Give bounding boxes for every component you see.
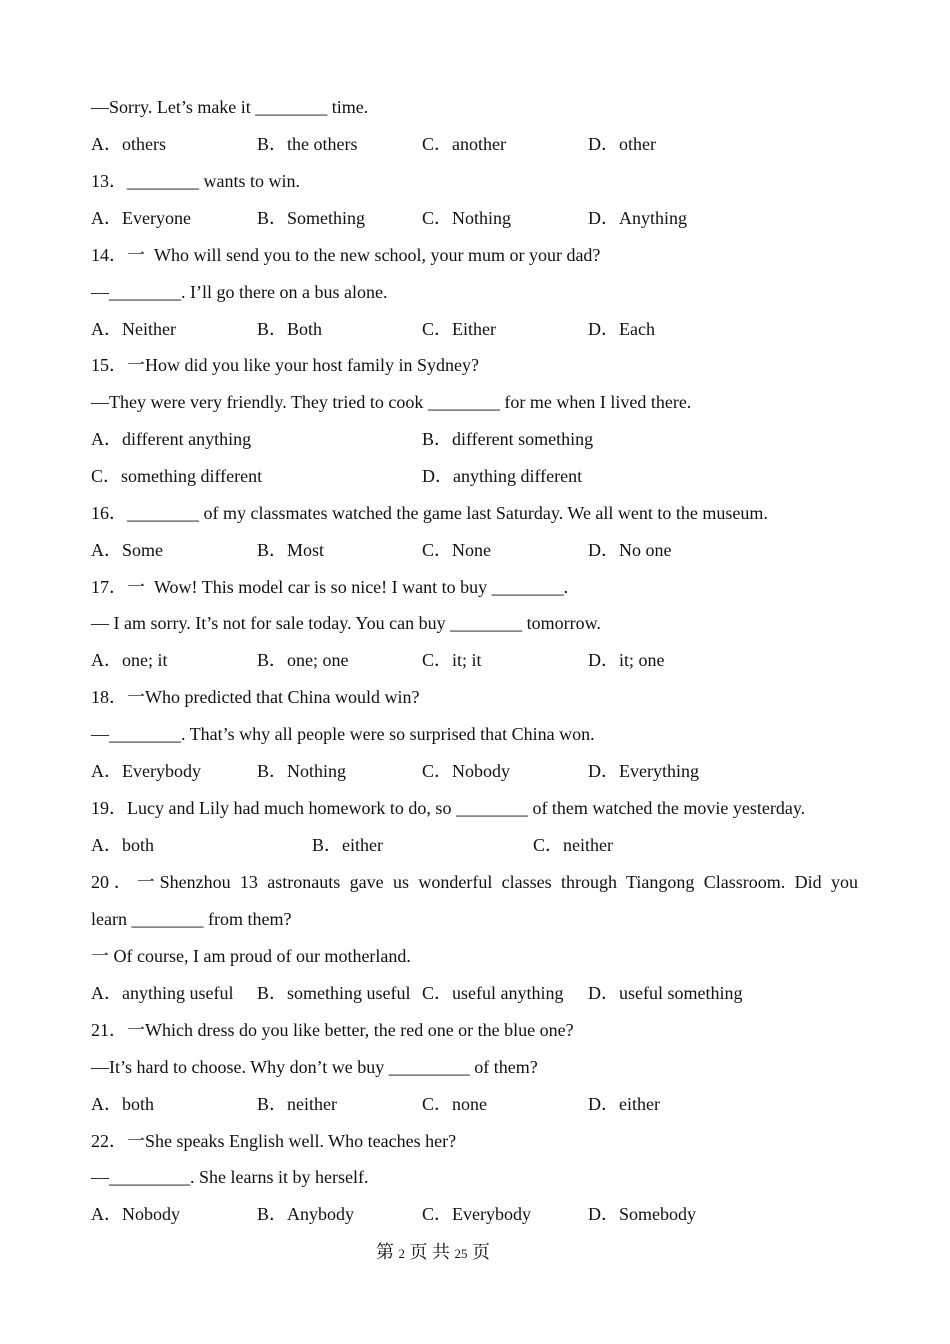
q17-answer-line: — I am sorry. It’s not for sale today. You can buy ________ tomorrow. xyxy=(91,613,601,633)
q19-option-c: C．neither xyxy=(533,835,613,855)
q16-option-a: A．Some xyxy=(91,540,163,560)
q17-option-a: A．one; it xyxy=(91,650,168,670)
q12-option-a: A．others xyxy=(91,134,166,154)
q22-option-d: D．Somebody xyxy=(588,1204,696,1224)
q22-option-a: A．Nobody xyxy=(91,1204,180,1224)
q14-option-c: C．Either xyxy=(422,319,496,339)
q13-stem: 13．________ wants to win. xyxy=(91,171,300,191)
q15-option-a: A．different anything xyxy=(91,429,252,449)
q15-option-c: C．something different xyxy=(91,466,263,486)
q20-option-c: C．useful anything xyxy=(422,983,564,1003)
q13-option-b: B．Something xyxy=(257,208,366,228)
q18-answer-line: —________. That’s why all people were so surprised that China won. xyxy=(91,724,595,744)
footer-total-pages: 25 xyxy=(454,1246,468,1261)
q12-option-d: D．other xyxy=(588,134,656,154)
q17-option-b: B．one; one xyxy=(257,650,349,670)
q21-option-a: A．both xyxy=(91,1094,154,1114)
q18-stem: 18．一Who predicted that China would win? xyxy=(91,687,420,707)
q17-stem: 17．一 Wow! This model car is so nice! I want to buy ________. xyxy=(91,577,569,597)
q12-option-b: B．the others xyxy=(257,134,358,154)
q17-option-d: D．it; one xyxy=(588,650,665,670)
q12-answer-line: —Sorry. Let’s make it ________ time. xyxy=(91,97,369,117)
q19-option-a: A．both xyxy=(91,835,154,855)
q20-option-b: B．something useful xyxy=(257,983,411,1003)
q16-option-b: B．Most xyxy=(257,540,325,560)
page-footer xyxy=(0,1241,866,1265)
q21-option-d: D．either xyxy=(588,1094,660,1114)
q14-option-d: D．Each xyxy=(588,319,655,339)
q20-option-a: A．anything useful xyxy=(91,983,234,1003)
q21-option-b: B．neither xyxy=(257,1094,337,1114)
q14-stem: 14．一 Who will send you to the new school, your mum or your dad? xyxy=(91,245,601,265)
q20-stem: 20．一Shenzhou 13 astronauts gave us wonderful classes through Tiangong Classroom. Did you xyxy=(91,872,858,892)
q22-option-b: B．Anybody xyxy=(257,1204,355,1224)
q21-stem: 21．一Which dress do you like better, the red one or the blue one? xyxy=(91,1020,574,1040)
q21-answer-line: —It’s hard to choose. Why don’t we buy _________ of them? xyxy=(91,1057,538,1077)
q14-option-b: B．Both xyxy=(257,319,323,339)
q16-option-c: C．None xyxy=(422,540,491,560)
q22-option-c: C．Everybody xyxy=(422,1204,531,1224)
q13-option-d: D．Anything xyxy=(588,208,687,228)
footer-prefix: 第 xyxy=(376,1242,399,1262)
q14-answer-line: —________. I’ll go there on a bus alone. xyxy=(91,282,388,302)
q17-option-c: C．it; it xyxy=(422,650,482,670)
q22-answer-line: —_________. She learns it by herself. xyxy=(91,1167,369,1187)
q22-stem: 22．一She speaks English well. Who teaches her? xyxy=(91,1131,457,1151)
q15-option-b: B．different something xyxy=(422,429,594,449)
q19-stem: 19．Lucy and Lily had much homework to do, so ________ of them watched the movie yesterday. xyxy=(91,798,806,818)
q20-answer-line: 一 Of course, I am proud of our motherland. xyxy=(91,946,411,966)
q18-option-a: A．Everybody xyxy=(91,761,201,781)
q16-stem: 16．________ of my classmates watched the game last Saturday. We all went to the museum. xyxy=(91,503,768,523)
q13-option-c: C．Nothing xyxy=(422,208,512,228)
q21-option-c: C．none xyxy=(422,1094,487,1114)
q15-option-d: D．anything different xyxy=(422,466,583,486)
q18-option-c: C．Nobody xyxy=(422,761,511,781)
q13-option-a: A．Everyone xyxy=(91,208,191,228)
q18-option-b: B．Nothing xyxy=(257,761,347,781)
footer-middle: 页 共 xyxy=(405,1242,455,1262)
q14-option-a: A．Neither xyxy=(91,319,176,339)
q15-stem: 15．一How did you like your host family in Sydney? xyxy=(91,355,479,375)
q18-option-d: D．Everything xyxy=(588,761,699,781)
q20-option-d: D．useful something xyxy=(588,983,743,1003)
q16-option-d: D．No one xyxy=(588,540,672,560)
footer-suffix: 页 xyxy=(467,1242,490,1262)
footer-page-number: 2 xyxy=(398,1246,405,1261)
q19-option-b: B．either xyxy=(312,835,383,855)
q15-answer-line: —They were very friendly. They tried to cook ________ for me when I lived there. xyxy=(91,392,692,412)
q20-stem-continued: learn ________ from them? xyxy=(91,909,292,929)
q12-option-c: C．another xyxy=(422,134,506,154)
